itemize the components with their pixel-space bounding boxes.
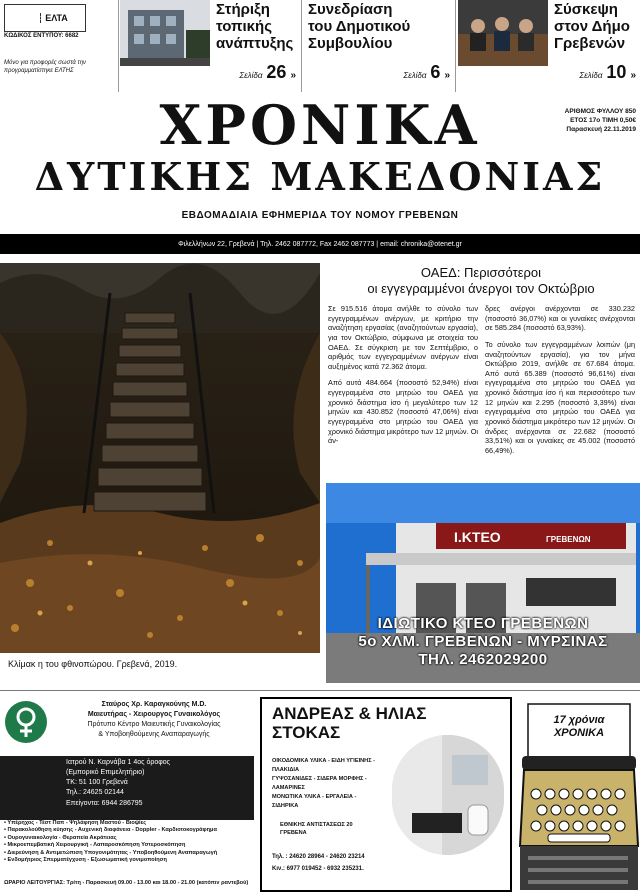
kteo-ad-phone: ΤΗΛ. 2462029200 (418, 651, 548, 668)
photo-image (0, 263, 320, 653)
opening-hours: ΩΡΑΡΙΟ ΛΕΙΤΟΥΡΓΙΑΣ: Τρίτη - Παρασκευή 09.00 - 13.00 και 18.00 - 21.00 (κατόπιν ραντεβού) (4, 880, 249, 886)
elta-stamp-label: ΕΛΤΑ (40, 13, 68, 23)
article-paragraph: Το σύνολο των εγγεγραμμένων λοιπών (μη αναζητούντων εργασία), για τον μήνα Οκτώβριο 2019, ανήλθε σε 67.684 άτομα. Από αυτά 65.389 (ποσοστό 96,61%) είναι εγγεγραμμένα στο μητρώο του ΟΑΕΔ για χρονικό διάστημα ίσο ή και περισσότερο των 12 μηνών και 2.295 (ποσοστό 3,39%) είναι εγγεγραμμένα στο μητρώο του ΟΑΕΔ για χρονικό διάστημα μικρότερο των 12 μηνών. Οι άνδρες ανέρχονται σε 22.682 (ποσοστό 33,51%) και οι γυναίκες σε 45.002 (ποσοστό 66,49%). (485, 339, 635, 455)
doctor-specialty: Μαιευτήρας - Χειρουργος Γυναικολόγος (87, 711, 221, 719)
postal-note: Μόνο για προφορές σωστά την προγραμματίστηκε ΕΛΤΗΣ (4, 60, 87, 74)
teaser-council-meeting[interactable] (304, 0, 454, 92)
stokas-phones: Τηλ. : 24620 28964 - 24620 23214 Κιν.: 6977 019452 - 6932 235231. (272, 854, 365, 872)
section-divider (0, 690, 640, 691)
kteo-advertisement[interactable] (326, 483, 640, 683)
page-reference: Σελίδα 6 » (403, 62, 450, 82)
doctor-name: Σταύρος Χρ. Καραγκούνης M.D. (101, 701, 207, 708)
teaser-photo (120, 0, 210, 66)
article-paragraph: Από αυτά 484.664 (ποσοστό 52,94%) είναι εγγεγραμμένα στο μητρώο του ΟΑΕΔ για χρονικό διάστημα ίσο ή μεγαλύτερο των 12 μηνών και 430.852 (ποσοστό 47,06%) είναι εγγεγραμμένα στο μητρώο του ΟΑΕΔ για χρονικό διάστημα μικρότερο των 12 μηνών. Οι άν- (328, 378, 478, 446)
publication-code: ΚΩΔΙΚΟΣ ΕΝΤΥΠΟΥ: 6682 (4, 33, 79, 39)
stokas-address: ΕΘΝΙΚΗΣ ΑΝΤΙΣΤΑΣΕΩΣ 20 ΓΡΕΒΕΝΑ (280, 822, 353, 837)
clinic-name: Πρότυπο Κέντρο Μαιευτικής Γυναικολογίας (87, 721, 221, 729)
clinic-name-2: & Υποβοηθούμενης Αναπαραγωγής (98, 731, 210, 739)
article-paragraph: Σε 915.516 άτομα ανήλθε το σύνολο των εγγεγραμμένων ανέργων, με κριτήριο την αναζήτηση εργασίας (αναζητούντων εργασία), για τον Οκτώβριο, σύμφωνα με στοιχεία του ΟΑΕΔ. Σε σύγκριση με τον Σεπτέμβριο, ο αριθμός των εγγεγραμμένων ανέργων είναι αυξημένος κατά 72.362 άτομα. (328, 304, 478, 371)
anniversary-advertisement[interactable] (518, 696, 640, 895)
teaser-photo (458, 0, 548, 66)
anniversary-text: 17 χρόνια ΧΡΟΝΙΚΑ (553, 714, 605, 740)
divider (118, 0, 119, 92)
services-list: • Υπέρηχος - Τέστ Παπ - Ψηλάφηση Μαστού - Βιοψίες • Παρακολούθηση κύησης - Αυχενική διαφάνεια - Doppler - Καρδιοτοκογράφημα • Ουρογυναικολογία - Θεραπεία Ακράτειας • Μικροεπεμβατική Χειρουργική - Λαπαροσκόπηση Υστεροσκόπηση • Διερεύνηση & Αντιμετώπιση Υπογονιμότητας - Υποβοηθούμενη Αναπαραγωγή • Ενδομήτριος Σπερματέγχυση - Εξωσωματική γονιμοποίηση (4, 820, 218, 863)
teaser-headline: Σύσκεψη στον Δήμο Γρεβενών (554, 1, 630, 52)
newspaper-title: ΧΡΟΝΙΚΑ (159, 93, 481, 157)
teaser-local-development[interactable] (120, 0, 300, 92)
stokas-title: ΑΝΔΡΕΑΣ & ΗΛΙΑΣ ΣΤΟΚΑΣ (272, 704, 427, 742)
product-list: ΟΙΚΟΔΟΜΙΚΑ ΥΛΙΚΑ - ΕΙΔΗ ΥΓΙΕΙΝΗΣ - ΠΛΑΚΙΔΙΑ ΓΥΨΟΣΑΝΙΔΕΣ - ΣΙΔΕΡΑ ΜΟΡΦΗΣ - ΛΑΜΑΡΙΝΕΣ ΜΟΝΩΤΙΚΑ ΥΛΙΚΑ - ΕΡΓΑΛΕΙΑ - ΣΙΔΗΡΙΚΑ (272, 758, 375, 809)
contact-bar: Φιλελλήνων 22, Γρεβενά | Τηλ. 2462 087772, Fax 2462 087773 | email: chronika@otenet.gr (0, 234, 640, 254)
doctor-contact: Ιατρού Ν. Καρνάβα 1 4ος όροφος (Εμπορικό Επιμελητήριο) ΤΚ: 51 100 Γρεβενά Τηλ.: 24625 02144 Επείγοντα: 6944 286795 (0, 756, 254, 820)
divider (301, 0, 302, 92)
article-column-right (485, 304, 635, 462)
female-symbol-icon (4, 700, 48, 744)
article-paragraph: δρες ανέργοι ανέρχονται σε 330.232 (ποσοστό 36,07%) και οι γυναίκες ανέρχονται σε 585.284 (ποσοστό 63,93%). (485, 304, 635, 333)
issue-number: ΑΡΙΘΜΟΣ ΦΥΛΛΟΥ 850 (564, 108, 636, 115)
autumn-stairs-photo (0, 263, 320, 653)
kteo-ad-line2: 5ο ΧΛΜ. ΓΡΕΒΕΝΩΝ - ΜΥΡΣΙΝΑΣ (358, 633, 608, 650)
postal-permit-box (0, 0, 118, 92)
kteo-sign: Ι.ΚΤΕΟ (454, 529, 501, 545)
doctor-header (58, 700, 250, 741)
newspaper-title-region: ΔΥΤΙΚΗΣ ΜΑΚΕΔΟΝΙΑΣ (34, 154, 606, 199)
teaser-headline: Στήριξη τοπικής ανάπτυξης (216, 1, 294, 52)
stokas-advertisement[interactable] (260, 697, 512, 892)
teaser-headline: Συνεδρίαση του Δημοτικού Συμβουλίου (308, 1, 411, 52)
article-column-left (328, 304, 478, 453)
bathroom-photo (392, 735, 504, 855)
gynecologist-advertisement[interactable] (0, 696, 254, 895)
kteo-sign-city: ΓΡΕΒΕΝΩΝ (546, 535, 591, 544)
elta-stamp (4, 4, 86, 32)
kteo-ad-line1: ΙΔΙΩΤΙΚΟ ΚΤΕΟ ΓΡΕΒΕΝΩΝ (377, 615, 589, 632)
article-headline[interactable]: ΟΑΕΔ: Περισσότεροι οι εγγεγραμμένοι άνεργοι τον Οκτώβριο (367, 265, 595, 297)
divider (455, 0, 456, 92)
teaser-municipality-meeting[interactable] (458, 0, 640, 92)
issue-date: Παρασκευή 22.11.2019 (566, 125, 636, 133)
page-reference: Σελίδα 26 » (239, 62, 296, 82)
page-reference: Σελίδα 10 » (579, 62, 636, 82)
issue-year-price: ΕΤΟΣ 17ο ΤΙΜΗ 0,50€ (570, 116, 636, 124)
issue-info (540, 108, 636, 134)
newspaper-subtitle: ΕΒΔΟΜΑΔΙΑΙΑ ΕΦΗΜΕΡΙΔΑ ΤΟΥ ΝΟΜΟΥ ΓΡΕΒΕΝΩΝ (181, 210, 459, 221)
photo-caption: Κλίμακ η του φθινοπώρου. Γρεβενά, 2019. (8, 659, 178, 669)
